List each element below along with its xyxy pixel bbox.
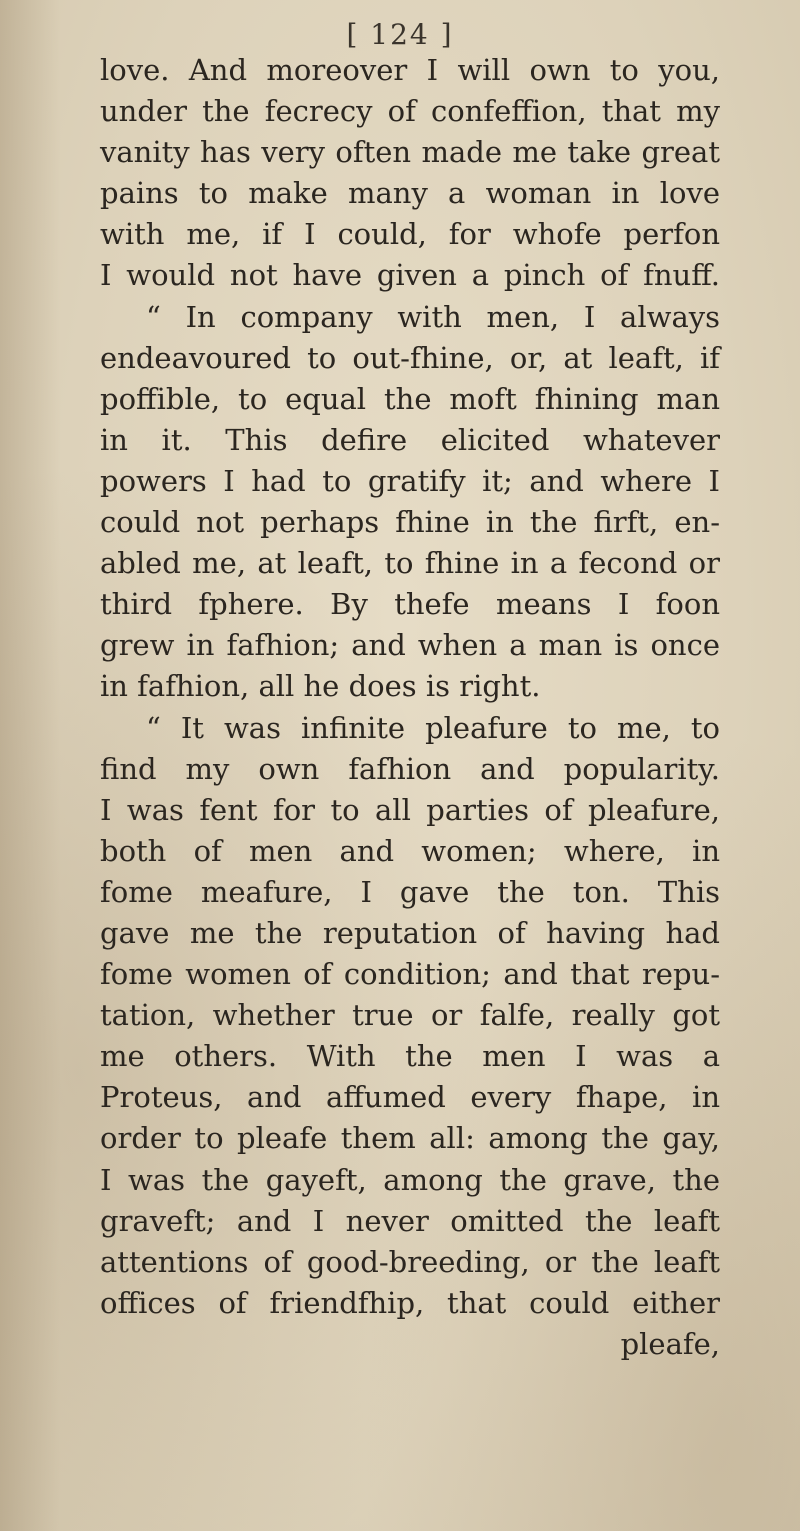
text-line: order to pleafe them all: among the gay,	[100, 1121, 720, 1156]
text-line: powers I had to gratify it; and where I	[100, 463, 720, 498]
text-line: fome women of condition; and that repu-	[100, 957, 720, 992]
text-line: third fphere. By thefe means I foon	[100, 587, 720, 622]
text-line: Proteus, and affumed every fhape, in	[100, 1080, 720, 1115]
paragraph-end-line: in fafhion, all he does is right.	[100, 669, 541, 704]
text-line: pains to make many a woman in love	[100, 176, 720, 211]
text-line: tation, whether true or falfe, really got	[100, 998, 720, 1033]
text-line: grew in fafhion; and when a man is once	[100, 628, 720, 663]
catchword: pleafe,	[620, 1326, 720, 1361]
text-line: could not perhaps fhine in the firft, en-	[100, 505, 720, 540]
text-line: gave me the reputation of having had	[100, 915, 720, 950]
page-edge-shadow	[0, 0, 60, 1531]
text-line: I was the gayeft, among the grave, the	[100, 1162, 720, 1197]
text-line: poffible, to equal the moft fhining man	[100, 381, 720, 416]
text-line: I would not have given a pinch of fnuff.	[100, 258, 720, 293]
text-line: fome meafure, I gave the ton. This	[100, 874, 720, 909]
text-line: love. And moreover I will own to you,	[100, 53, 720, 87]
text-line: endeavoured to out-fhine, or, at leaft, if	[100, 340, 720, 375]
text-line: vanity has very often made me take great	[100, 135, 720, 170]
text-line: both of men and women; where, in	[100, 833, 720, 868]
text-line: I was fent for to all parties of pleafure,	[100, 792, 720, 827]
body-text	[100, 50, 720, 1365]
text-line: under the fecrecy of confeffion, that my	[100, 94, 720, 129]
page-number: [ 124 ]	[346, 18, 454, 51]
text-line: offices of friendfhip, that could either	[100, 1285, 720, 1320]
text-line: in it. This defire elicited whatever	[100, 422, 720, 457]
text-line: me others. With the men I was a	[100, 1039, 720, 1074]
text-line: graveft; and I never omitted the leaft	[100, 1203, 720, 1238]
paragraph-start-line: “ It was infinite pleafure to me, to	[146, 710, 720, 745]
text-line: with me, if I could, for whofe perfon	[100, 217, 720, 252]
text-line: attentions of good-breeding, or the leaft	[100, 1244, 720, 1279]
text-line: abled me, at leaft, to fhine in a fecond or	[100, 546, 720, 581]
text-line: find my own fafhion and popularity.	[100, 751, 720, 786]
paragraph-start-line: “ In company with men, I always	[146, 299, 720, 334]
